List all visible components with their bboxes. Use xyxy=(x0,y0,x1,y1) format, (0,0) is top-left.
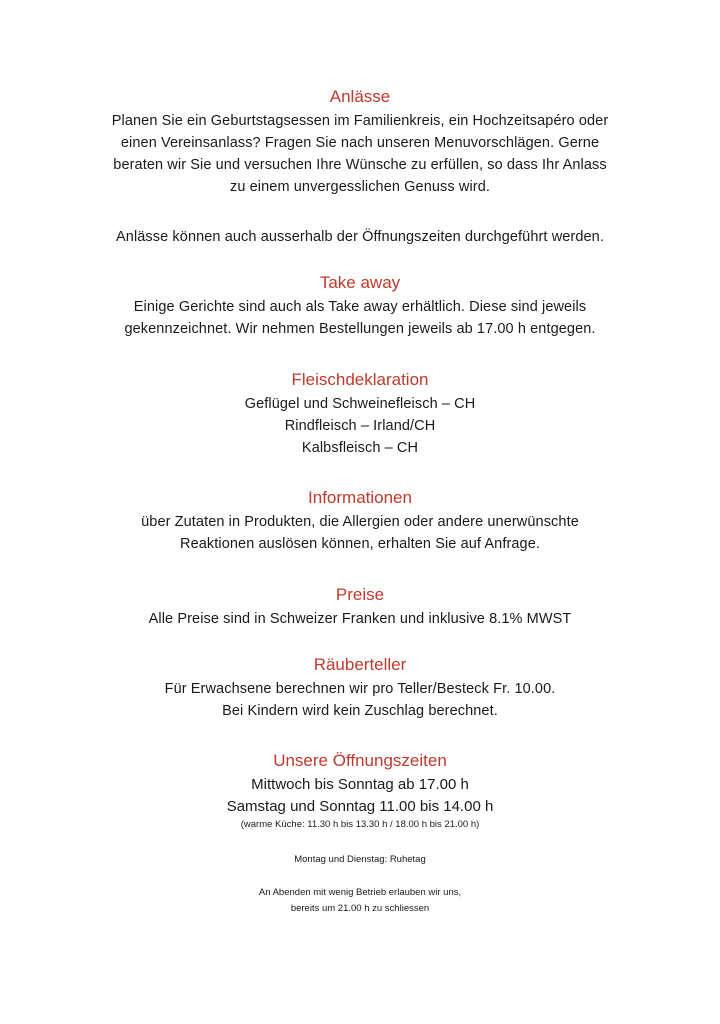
hours-line: Samstag und Sonntag 11.00 bis 14.00 h xyxy=(226,798,494,815)
text-line: beraten wir Sie und versuchen Ihre Wünsche zu erfüllen, so dass Ihr Anlass xyxy=(113,157,607,173)
text-line: einen Vereinsanlass? Fragen Sie nach unseren Menuvorschlägen. Gerne xyxy=(120,135,600,151)
text-line: Kalbsfleisch – CH xyxy=(301,440,419,456)
section-fleischdeklaration xyxy=(0,369,720,459)
section-heading-fleischdeklaration: Fleischdeklaration xyxy=(291,370,429,389)
text-line: Alle Preise sind in Schweizer Franken und inklusive 8.1% MWST xyxy=(148,611,572,627)
section-heading-raeuberteller: Räuberteller xyxy=(313,655,407,674)
hours-line: Mittwoch bis Sonntag ab 17.00 h xyxy=(251,776,469,793)
section-informationen xyxy=(0,487,720,555)
section-takeaway xyxy=(0,272,720,340)
section-oeffnungszeiten xyxy=(0,750,720,832)
text-line: Rindfleisch – Irland/CH xyxy=(284,418,436,434)
section-heading-preise: Preise xyxy=(335,585,385,604)
text-line: Bei Kindern wird kein Zuschlag berechnet. xyxy=(222,703,498,719)
section-raeuberteller xyxy=(0,654,720,722)
section-heading-informationen: Informationen xyxy=(308,488,412,507)
section-anlaesse-note xyxy=(0,226,720,248)
text-line: gekennzeichnet. Wir nehmen Bestellungen jeweils ab 17.00 h entgegen. xyxy=(124,321,596,337)
section-anlaesse xyxy=(0,86,720,198)
section-heading-oeffnungszeiten: Unsere Öffnungszeiten xyxy=(273,751,447,770)
section-preise xyxy=(0,584,720,630)
text-line: Für Erwachsene berechnen wir pro Teller/Besteck Fr. 10.00. xyxy=(164,681,556,697)
closing-note-line: An Abenden mit wenig Betrieb erlauben wir uns, xyxy=(258,887,462,898)
section-ruhetag xyxy=(0,852,720,868)
closing-note-line: bereits um 21.00 h zu schliessen xyxy=(290,903,430,914)
text-line: Anlässe können auch ausserhalb der Öffnungszeiten durchgeführt werden. xyxy=(116,229,604,245)
text-line: Reaktionen auslösen können, erhalten Sie auf Anfrage. xyxy=(180,536,540,552)
section-heading-takeaway: Take away xyxy=(319,273,401,292)
text-line: über Zutaten in Produkten, die Allergien oder andere unerwünschte xyxy=(141,514,579,530)
section-closing-note xyxy=(0,885,720,917)
text-line: Planen Sie ein Geburtstagsessen im Familienkreis, ein Hochzeitsapéro oder xyxy=(111,113,609,129)
rest-day-note: Montag und Dienstag: Ruhetag xyxy=(294,854,426,865)
kitchen-hours-note: (warme Küche: 11.30 h bis 13.30 h / 18.00 h bis 21.00 h) xyxy=(240,819,480,830)
section-heading-anlaesse: Anlässe xyxy=(329,87,391,106)
text-line: Einige Gerichte sind auch als Take away erhältlich. Diese sind jeweils xyxy=(133,299,587,315)
text-line: zu einem unvergesslichen Genuss wird. xyxy=(230,179,490,195)
text-line: Geflügel und Schweinefleisch – CH xyxy=(244,396,476,412)
